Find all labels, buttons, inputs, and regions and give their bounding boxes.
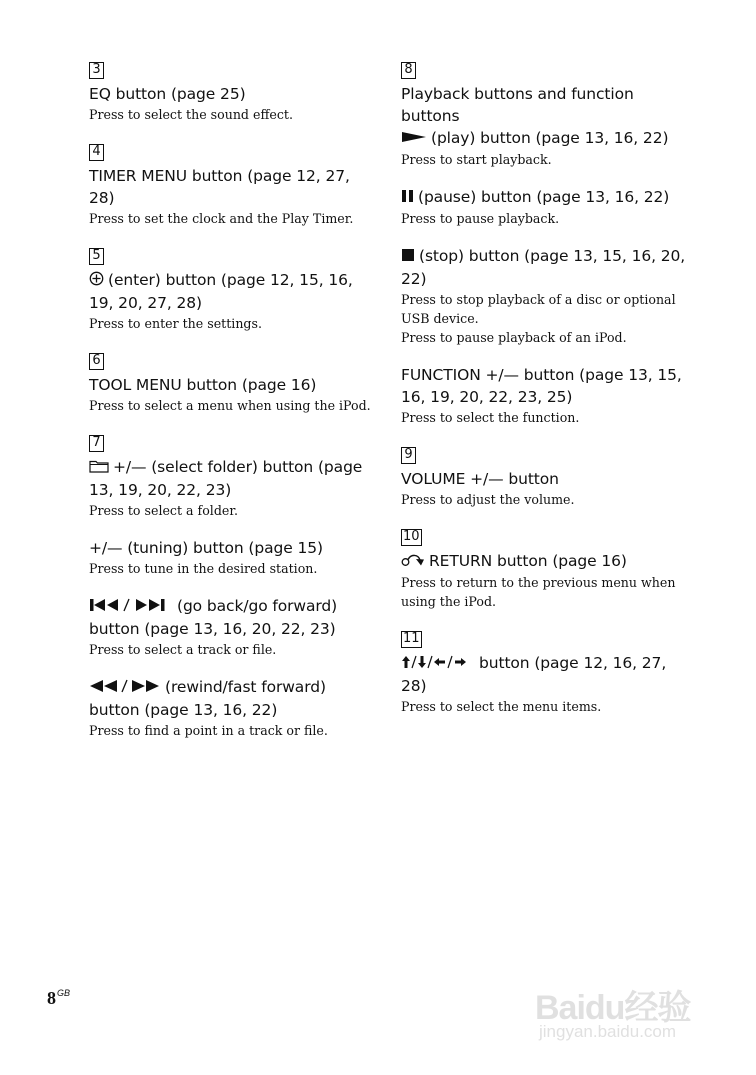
left-column (89, 58, 374, 756)
arrow-button-desc: Press to select the menu items. (401, 699, 602, 714)
play-icon (401, 128, 427, 150)
function-desc: Press to select the function. (401, 410, 580, 425)
stop-title: (stop) button (page 13, 15, 16, 20, 22) (401, 247, 686, 288)
section-3 (89, 58, 374, 124)
timer-menu-desc: Press to set the clock and the Play Timer. (89, 211, 354, 226)
watermark-url: jingyan.baidu.com (539, 1022, 677, 1041)
section-9 (401, 443, 691, 509)
function-item (401, 364, 691, 427)
enter-button-title: (enter) button (page 12, 15, 16, 19, 20, 27, 28) (89, 271, 353, 312)
select-folder-item (89, 456, 374, 520)
play-item (401, 127, 691, 169)
section-number: 6 (89, 353, 104, 370)
rewind-item (89, 676, 374, 740)
pause-title: (pause) button (page 13, 16, 22) (401, 186, 691, 209)
tuning-desc: Press to tune in the desired station. (89, 561, 318, 576)
section-6 (89, 349, 374, 415)
play-title: (play) button (page 13, 16, 22) (401, 127, 691, 150)
right-column (401, 58, 691, 732)
section-number: 8 (401, 62, 416, 79)
section-7 (89, 431, 374, 740)
enter-button-desc: Press to enter the settings. (89, 316, 262, 331)
pause-item (401, 186, 691, 228)
play-desc: Press to start playback. (401, 152, 552, 167)
stop-desc: Press to stop playback of a disc or optional USB device. (401, 292, 676, 326)
section-number: 7 (89, 435, 104, 452)
return-icon (401, 551, 425, 573)
section-5 (89, 244, 374, 333)
folder-icon (89, 457, 109, 479)
volume-title: VOLUME +/— button (401, 470, 559, 488)
select-folder-title: +/— (select folder) button (page 13, 19, 20, 22, 23) (89, 458, 363, 499)
section-10 (401, 525, 691, 611)
arrow-button-title: button (page 12, 16, 27, 28) (401, 654, 667, 695)
tool-menu-title: TOOL MENU button (page 16) (89, 376, 317, 394)
skip-item (89, 595, 374, 659)
select-folder-desc: Press to select a folder. (89, 503, 238, 518)
pause-desc: Press to pause playback. (401, 211, 560, 226)
go-back-go-forward-icon (89, 596, 173, 618)
tuning-item (89, 537, 374, 578)
section-11 (401, 627, 691, 716)
section-number: 3 (89, 62, 104, 79)
return-title: RETURN button (page 16) (401, 550, 691, 573)
section-number: 5 (89, 248, 104, 265)
skip-title: (go back/go forward) button (page 13, 16, 20, 22, 23) (89, 597, 338, 638)
rewind-desc: Press to find a point in a track or file. (89, 723, 328, 738)
section-number: 4 (89, 144, 104, 161)
section-8 (401, 58, 691, 427)
section-number: 9 (401, 447, 416, 464)
arrow-keys-icon (401, 653, 475, 675)
tuning-title: +/— (tuning) button (page 15) (89, 539, 323, 557)
return-desc: Press to return to the previous menu when using the iPod. (401, 575, 676, 609)
baidu-watermark (535, 960, 710, 1060)
watermark-logo: Baidu经验 (535, 989, 691, 1027)
eq-button-desc: Press to select the sound effect. (89, 107, 293, 122)
pause-icon (401, 187, 414, 209)
volume-desc: Press to adjust the volume. (401, 492, 575, 507)
section-4 (89, 140, 374, 228)
skip-desc: Press to select a track or file. (89, 642, 277, 657)
section-number: 10 (403, 529, 420, 544)
tool-menu-desc: Press to select a menu when using the iPod. (89, 398, 371, 413)
stop-icon (401, 246, 415, 268)
enter-icon (89, 270, 104, 292)
playback-heading: Playback buttons and function buttons (401, 85, 634, 125)
page-number: $8^{GB}$ (47, 988, 71, 1008)
timer-menu-title: TIMER MENU button (page 12, 27, 28) (89, 167, 350, 207)
rewind-title: (rewind/fast forward) button (page 13, 16, 22) (89, 678, 326, 719)
stop-desc-ipod: Press to pause playback of an iPod. (401, 330, 627, 345)
page-suffix: GB (57, 988, 71, 998)
stop-item (401, 245, 691, 347)
section-number: 11 (403, 631, 420, 646)
rewind-fast-forward-icon (89, 677, 161, 699)
eq-button-title: EQ button (page 25) (89, 85, 246, 103)
function-title: FUNCTION +/— button (page 13, 15, 16, 19, 20, 22, 23, 25) (401, 366, 682, 406)
